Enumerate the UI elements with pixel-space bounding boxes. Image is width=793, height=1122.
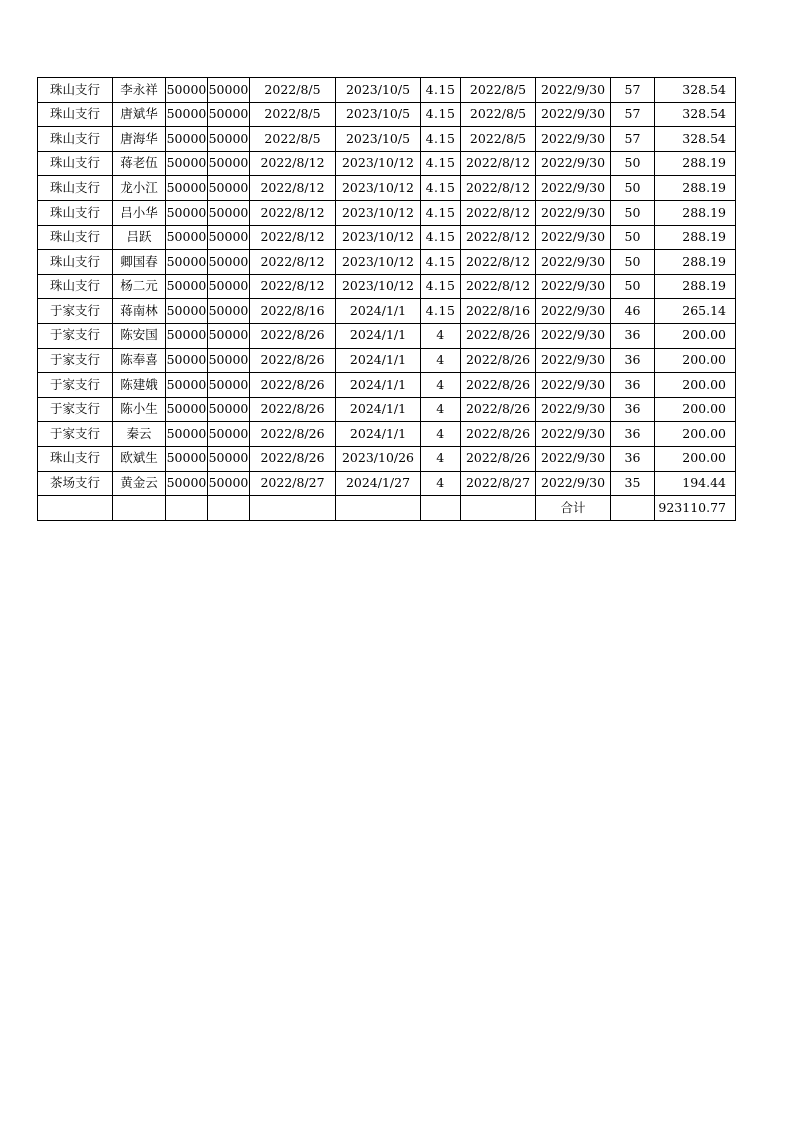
cell-end-date: 2023/10/12: [336, 274, 421, 299]
cell-rate: 4: [421, 323, 461, 348]
cell-rate: 4: [421, 373, 461, 398]
cell-amount2: 50000: [208, 200, 250, 225]
cell-interest: 200.00: [655, 348, 736, 373]
cell-days: 36: [611, 323, 655, 348]
table-row: [38, 102, 736, 127]
cell-rate: 4.15: [421, 78, 461, 103]
cell-to-date: 2022/9/30: [536, 422, 611, 447]
cell-start-date: 2022/8/5: [250, 78, 336, 103]
cell-to-date: 2022/9/30: [536, 471, 611, 496]
cell-interest: 288.19: [655, 225, 736, 250]
cell-from-date: 2022/8/12: [461, 250, 536, 275]
cell-amount2: 50000: [208, 348, 250, 373]
cell-amount2: 50000: [208, 446, 250, 471]
cell-from-date: 2022/8/16: [461, 299, 536, 324]
cell-start-date: 2022/8/26: [250, 397, 336, 422]
cell-interest: 200.00: [655, 446, 736, 471]
cell-end-date: 2023/10/12: [336, 250, 421, 275]
cell-amount2: 50000: [208, 323, 250, 348]
cell-branch: 珠山支行: [38, 78, 113, 103]
cell-days: 50: [611, 250, 655, 275]
cell-interest: 265.14: [655, 299, 736, 324]
cell-start-date: 2022/8/26: [250, 348, 336, 373]
cell-amount1: 50000: [166, 422, 208, 447]
table-row: [38, 127, 736, 152]
cell-days: 50: [611, 225, 655, 250]
cell-interest: 200.00: [655, 373, 736, 398]
cell-interest: 200.00: [655, 422, 736, 447]
cell-interest: 288.19: [655, 250, 736, 275]
cell-to-date: 2022/9/30: [536, 274, 611, 299]
cell-to-date: 2022/9/30: [536, 348, 611, 373]
cell-end-date: 2024/1/27: [336, 471, 421, 496]
cell-branch: 珠山支行: [38, 446, 113, 471]
cell-to-date: 2022/9/30: [536, 127, 611, 152]
cell-borrower: 唐斌华: [113, 102, 166, 127]
cell-days: 36: [611, 397, 655, 422]
cell-amount1: 50000: [166, 471, 208, 496]
cell-to-date: 2022/9/30: [536, 446, 611, 471]
cell-amount2: 50000: [208, 373, 250, 398]
cell-end-date: 2024/1/1: [336, 299, 421, 324]
cell-amount1: 50000: [166, 127, 208, 152]
cell-amount1: 50000: [166, 274, 208, 299]
cell-interest: 328.54: [655, 78, 736, 103]
cell-branch: 珠山支行: [38, 250, 113, 275]
cell-start-date: 2022/8/26: [250, 373, 336, 398]
cell-borrower: 欧斌生: [113, 446, 166, 471]
cell-borrower: 黄金云: [113, 471, 166, 496]
table-row: [38, 225, 736, 250]
cell-start-date: 2022/8/5: [250, 127, 336, 152]
cell-to-date: 2022/9/30: [536, 250, 611, 275]
cell-rate: 4: [421, 446, 461, 471]
table-row: [38, 299, 736, 324]
cell-amount2: 50000: [208, 151, 250, 176]
cell-amount1: 50000: [166, 225, 208, 250]
cell-from-date: 2022/8/26: [461, 422, 536, 447]
cell-branch: 于家支行: [38, 348, 113, 373]
table-row: [38, 348, 736, 373]
cell-from-date: 2022/8/12: [461, 225, 536, 250]
cell-borrower: 杨二元: [113, 274, 166, 299]
cell-interest: 288.19: [655, 200, 736, 225]
cell-days: 57: [611, 102, 655, 127]
cell-days: 46: [611, 299, 655, 324]
cell-rate: 4: [421, 422, 461, 447]
cell-days: 57: [611, 78, 655, 103]
cell-days: 36: [611, 348, 655, 373]
total-label: 合计: [536, 496, 611, 521]
table-row: [38, 373, 736, 398]
cell-start-date: 2022/8/5: [250, 102, 336, 127]
cell-to-date: 2022/9/30: [536, 323, 611, 348]
cell-start-date: 2022/8/12: [250, 176, 336, 201]
cell-interest: 200.00: [655, 323, 736, 348]
cell-start-date: 2022/8/26: [250, 422, 336, 447]
cell-start-date: 2022/8/26: [250, 446, 336, 471]
cell-days: 50: [611, 274, 655, 299]
cell-to-date: 2022/9/30: [536, 78, 611, 103]
cell-start-date: 2022/8/27: [250, 471, 336, 496]
cell-rate: 4.15: [421, 176, 461, 201]
cell-interest: 288.19: [655, 274, 736, 299]
cell-borrower: 吕跃: [113, 225, 166, 250]
empty-cell: [208, 496, 250, 521]
cell-amount2: 50000: [208, 422, 250, 447]
cell-amount1: 50000: [166, 348, 208, 373]
cell-end-date: 2023/10/26: [336, 446, 421, 471]
empty-cell: [611, 496, 655, 521]
cell-amount1: 50000: [166, 250, 208, 275]
cell-amount1: 50000: [166, 176, 208, 201]
table-row: [38, 397, 736, 422]
cell-end-date: 2023/10/12: [336, 200, 421, 225]
cell-from-date: 2022/8/5: [461, 127, 536, 152]
cell-end-date: 2024/1/1: [336, 373, 421, 398]
cell-days: 50: [611, 151, 655, 176]
cell-branch: 茶场支行: [38, 471, 113, 496]
cell-from-date: 2022/8/5: [461, 78, 536, 103]
cell-rate: 4.15: [421, 151, 461, 176]
cell-days: 50: [611, 176, 655, 201]
cell-start-date: 2022/8/26: [250, 323, 336, 348]
cell-from-date: 2022/8/5: [461, 102, 536, 127]
cell-amount1: 50000: [166, 102, 208, 127]
loan-interest-table: [37, 77, 736, 521]
cell-borrower: 龙小江: [113, 176, 166, 201]
cell-borrower: 陈奉喜: [113, 348, 166, 373]
cell-branch: 珠山支行: [38, 274, 113, 299]
cell-start-date: 2022/8/12: [250, 250, 336, 275]
cell-branch: 珠山支行: [38, 176, 113, 201]
cell-end-date: 2023/10/12: [336, 225, 421, 250]
cell-branch: 于家支行: [38, 299, 113, 324]
cell-to-date: 2022/9/30: [536, 200, 611, 225]
cell-end-date: 2023/10/5: [336, 102, 421, 127]
cell-amount2: 50000: [208, 250, 250, 275]
cell-borrower: 蒋老伍: [113, 151, 166, 176]
cell-branch: 于家支行: [38, 373, 113, 398]
cell-from-date: 2022/8/27: [461, 471, 536, 496]
cell-branch: 于家支行: [38, 422, 113, 447]
cell-amount2: 50000: [208, 176, 250, 201]
cell-borrower: 李永祥: [113, 78, 166, 103]
cell-amount1: 50000: [166, 78, 208, 103]
table-row: [38, 151, 736, 176]
cell-to-date: 2022/9/30: [536, 373, 611, 398]
table-row: [38, 422, 736, 447]
cell-amount2: 50000: [208, 102, 250, 127]
cell-from-date: 2022/8/26: [461, 373, 536, 398]
cell-borrower: 卿国春: [113, 250, 166, 275]
cell-from-date: 2022/8/26: [461, 348, 536, 373]
cell-interest: 194.44: [655, 471, 736, 496]
cell-borrower: 蒋南林: [113, 299, 166, 324]
table-row: [38, 176, 736, 201]
cell-interest: 288.19: [655, 176, 736, 201]
cell-end-date: 2023/10/12: [336, 151, 421, 176]
cell-borrower: 唐海华: [113, 127, 166, 152]
cell-branch: 珠山支行: [38, 200, 113, 225]
empty-cell: [38, 496, 113, 521]
table-row: [38, 200, 736, 225]
cell-amount1: 50000: [166, 299, 208, 324]
cell-amount1: 50000: [166, 397, 208, 422]
cell-from-date: 2022/8/12: [461, 274, 536, 299]
cell-from-date: 2022/8/26: [461, 397, 536, 422]
cell-to-date: 2022/9/30: [536, 151, 611, 176]
cell-branch: 珠山支行: [38, 225, 113, 250]
cell-rate: 4: [421, 348, 461, 373]
cell-rate: 4.15: [421, 250, 461, 275]
cell-borrower: 陈小生: [113, 397, 166, 422]
cell-branch: 于家支行: [38, 323, 113, 348]
cell-amount2: 50000: [208, 471, 250, 496]
cell-branch: 珠山支行: [38, 102, 113, 127]
cell-days: 57: [611, 127, 655, 152]
empty-cell: [250, 496, 336, 521]
cell-to-date: 2022/9/30: [536, 102, 611, 127]
total-value: 923110.77: [655, 496, 736, 521]
cell-interest: 200.00: [655, 397, 736, 422]
cell-amount1: 50000: [166, 200, 208, 225]
cell-start-date: 2022/8/12: [250, 200, 336, 225]
cell-borrower: 吕小华: [113, 200, 166, 225]
table-body: [38, 78, 736, 521]
cell-borrower: 陈建娥: [113, 373, 166, 398]
cell-amount2: 50000: [208, 274, 250, 299]
cell-from-date: 2022/8/12: [461, 176, 536, 201]
cell-rate: 4: [421, 397, 461, 422]
cell-to-date: 2022/9/30: [536, 397, 611, 422]
table-row: [38, 250, 736, 275]
cell-branch: 于家支行: [38, 397, 113, 422]
cell-to-date: 2022/9/30: [536, 299, 611, 324]
cell-amount2: 50000: [208, 127, 250, 152]
table-row: [38, 446, 736, 471]
cell-days: 50: [611, 200, 655, 225]
cell-rate: 4.15: [421, 299, 461, 324]
table-row: [38, 274, 736, 299]
cell-branch: 珠山支行: [38, 151, 113, 176]
cell-amount2: 50000: [208, 397, 250, 422]
cell-from-date: 2022/8/12: [461, 151, 536, 176]
cell-start-date: 2022/8/16: [250, 299, 336, 324]
cell-amount2: 50000: [208, 299, 250, 324]
cell-interest: 328.54: [655, 102, 736, 127]
cell-end-date: 2023/10/5: [336, 78, 421, 103]
cell-start-date: 2022/8/12: [250, 274, 336, 299]
cell-borrower: 陈安国: [113, 323, 166, 348]
cell-days: 36: [611, 446, 655, 471]
cell-borrower: 秦云: [113, 422, 166, 447]
spreadsheet-page: [37, 77, 736, 521]
table-row: [38, 78, 736, 103]
cell-end-date: 2023/10/12: [336, 176, 421, 201]
cell-rate: 4.15: [421, 127, 461, 152]
cell-rate: 4.15: [421, 274, 461, 299]
cell-from-date: 2022/8/26: [461, 446, 536, 471]
cell-amount2: 50000: [208, 225, 250, 250]
cell-rate: 4.15: [421, 225, 461, 250]
cell-days: 36: [611, 373, 655, 398]
cell-to-date: 2022/9/30: [536, 176, 611, 201]
cell-end-date: 2023/10/5: [336, 127, 421, 152]
cell-rate: 4.15: [421, 200, 461, 225]
cell-amount2: 50000: [208, 78, 250, 103]
total-row: [38, 496, 736, 521]
cell-to-date: 2022/9/30: [536, 225, 611, 250]
cell-from-date: 2022/8/26: [461, 323, 536, 348]
empty-cell: [113, 496, 166, 521]
cell-end-date: 2024/1/1: [336, 348, 421, 373]
table-row: [38, 323, 736, 348]
empty-cell: [421, 496, 461, 521]
cell-days: 35: [611, 471, 655, 496]
cell-end-date: 2024/1/1: [336, 397, 421, 422]
cell-interest: 328.54: [655, 127, 736, 152]
cell-from-date: 2022/8/12: [461, 200, 536, 225]
cell-days: 36: [611, 422, 655, 447]
empty-cell: [166, 496, 208, 521]
cell-amount1: 50000: [166, 446, 208, 471]
cell-branch: 珠山支行: [38, 127, 113, 152]
cell-amount1: 50000: [166, 151, 208, 176]
cell-end-date: 2024/1/1: [336, 422, 421, 447]
cell-amount1: 50000: [166, 323, 208, 348]
cell-rate: 4: [421, 471, 461, 496]
table-row: [38, 471, 736, 496]
empty-cell: [461, 496, 536, 521]
cell-start-date: 2022/8/12: [250, 151, 336, 176]
cell-amount1: 50000: [166, 373, 208, 398]
cell-rate: 4.15: [421, 102, 461, 127]
empty-cell: [336, 496, 421, 521]
cell-interest: 288.19: [655, 151, 736, 176]
cell-end-date: 2024/1/1: [336, 323, 421, 348]
cell-start-date: 2022/8/12: [250, 225, 336, 250]
